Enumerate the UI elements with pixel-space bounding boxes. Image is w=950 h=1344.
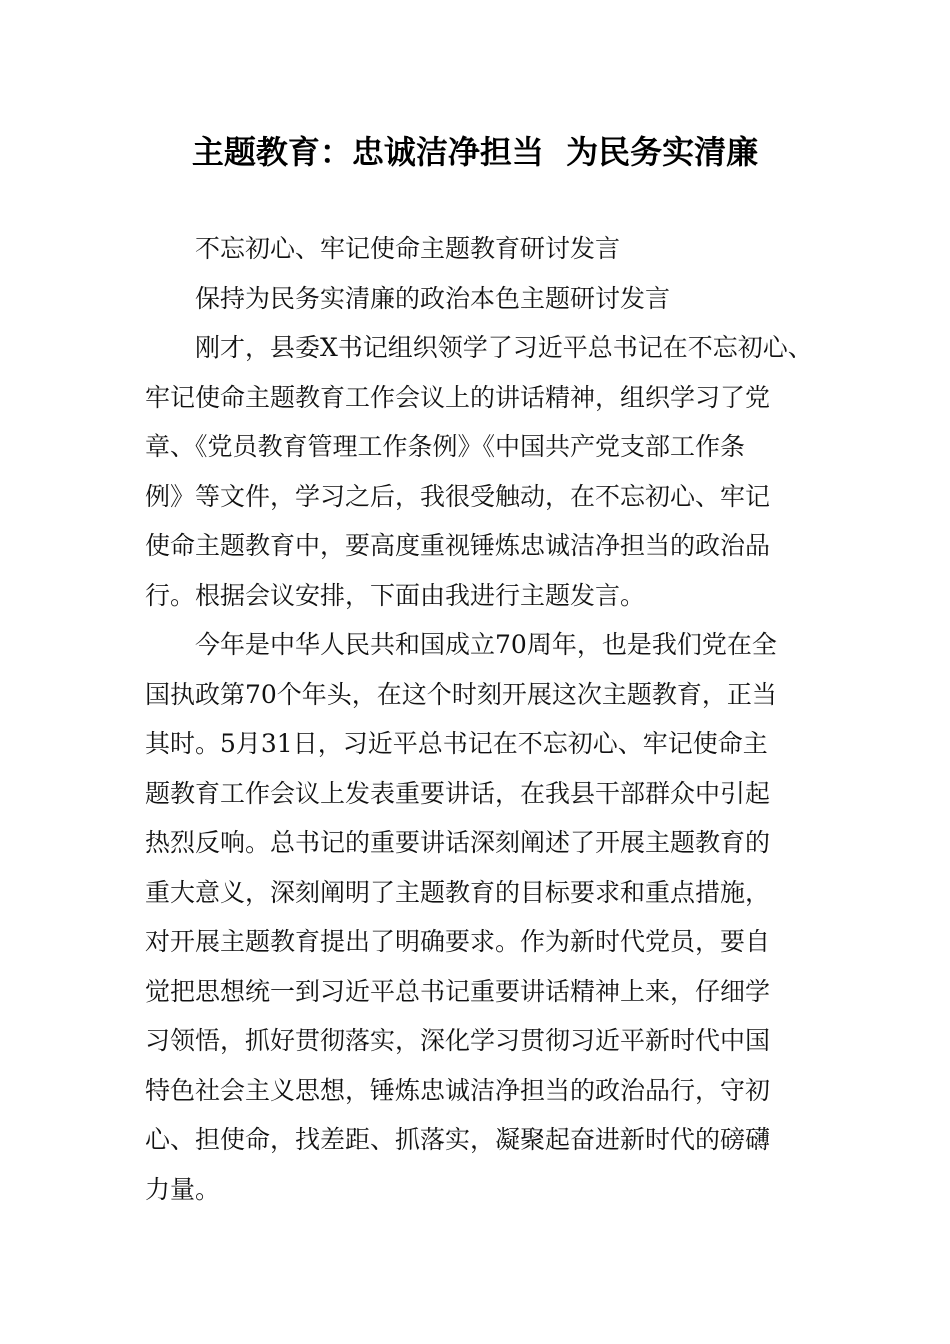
text-line: 行。根据会议安排，下面由我进行主题发言。	[145, 580, 646, 610]
paragraph-opening	[145, 323, 825, 620]
text-line: 不忘初心、牢记使命主题教育研讨发言	[195, 234, 621, 263]
text-line: 特色社会主义思想，锤炼忠诚洁净担当的政治品行，守初	[145, 1075, 771, 1105]
text-line: 力量。	[145, 1174, 221, 1204]
text-line: 章、《党员教育管理工作条例》《中国共产党支部工作条	[145, 432, 746, 461]
text-line: 热烈反响。总书记的重要讲话深刻阐述了开展主题教育的	[145, 828, 771, 857]
text-line: 刚才，县委X书记组织领学了习近平总书记在不忘初心、	[195, 333, 813, 362]
text-line: 觉把思想统一到习近平总书记重要讲话精神上来，仔细学	[145, 976, 771, 1006]
paragraph-subtitle-1	[145, 224, 825, 274]
text-line: 其时。5月31日，习近平总书记在不忘初心、牢记使命主	[145, 729, 768, 758]
text-line: 对开展主题教育提出了明确要求。作为新时代党员，要自	[145, 927, 771, 956]
text-line: 保持为民务实清廉的政治本色主题研讨发言	[195, 283, 671, 313]
paragraph-subtitle-2	[145, 274, 825, 324]
document-title: 主题教育：忠诚洁净担当 为民务实清廉	[191, 133, 759, 171]
paragraph-main	[145, 620, 825, 1214]
text-line: 使命主题教育中，要高度重视锤炼忠诚洁净担当的政治品	[145, 531, 771, 560]
document-body	[145, 224, 825, 1214]
text-line: 重大意义，深刻阐明了主题教育的目标要求和重点措施，	[145, 877, 771, 907]
text-line: 牢记使命主题教育工作会议上的讲话精神，组织学习了党	[145, 382, 771, 412]
text-line: 心、担使命，找差距、抓落实，凝聚起奋进新时代的磅礴	[145, 1125, 771, 1154]
text-line: 习领悟，抓好贯彻落实，深化学习贯彻习近平新时代中国	[145, 1026, 771, 1055]
text-line: 今年是中华人民共和国成立70周年，也是我们党在全	[195, 630, 777, 659]
text-line: 例》等文件，学习之后，我很受触动，在不忘初心、牢记	[145, 481, 771, 511]
text-line: 国执政第70个年头，在这个时刻开展这次主题教育，正当	[145, 679, 777, 709]
text-line: 题教育工作会议上发表重要讲话，在我县干部群众中引起	[145, 778, 771, 808]
